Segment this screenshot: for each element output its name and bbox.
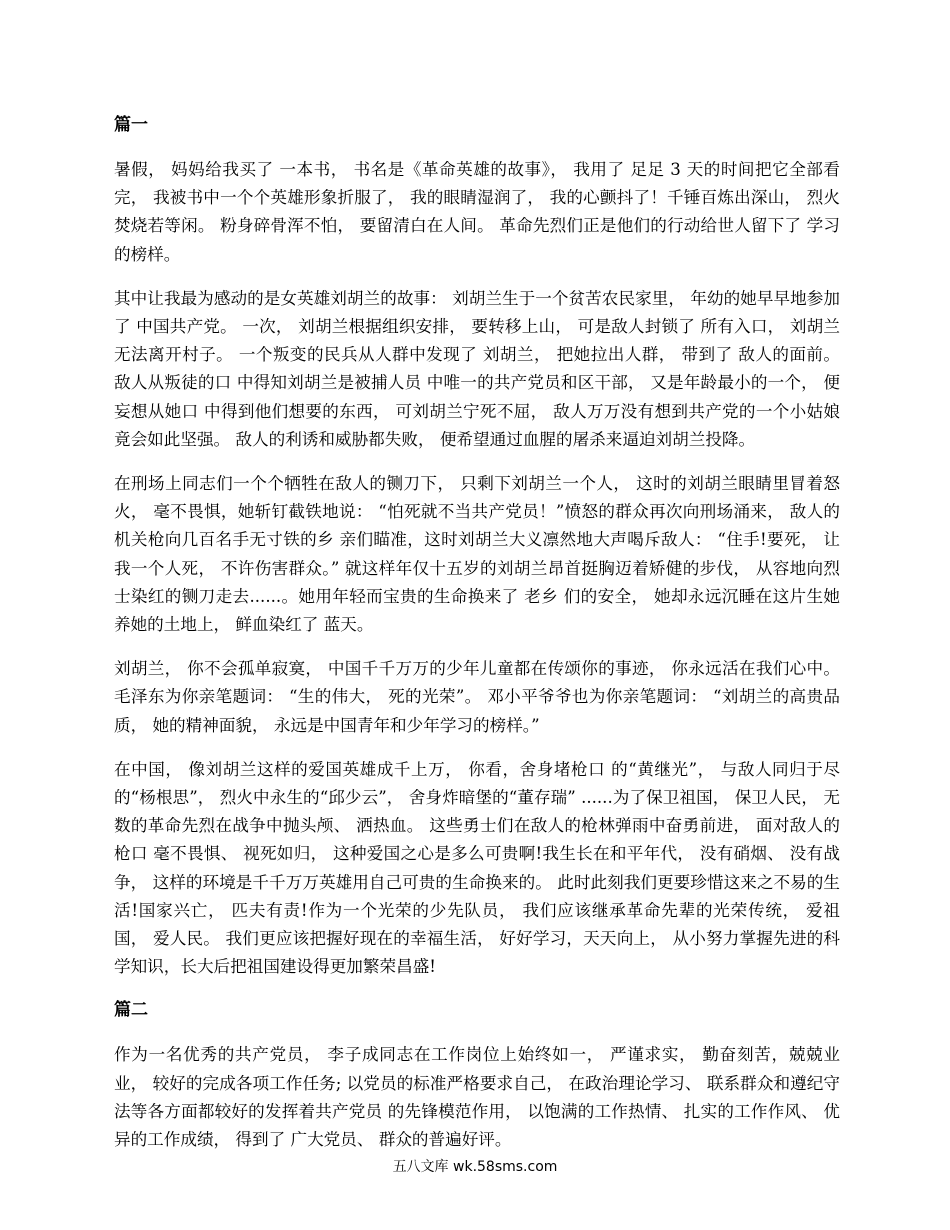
paragraph: 作为一名优秀的共产党员， 李子成同志在工作岗位上始终如一， 严谨求实， 勤奋刻苦，兢兢业业， 较好的完成各项工作任务; 以党员的标准严格要求自己， 在政治理论学习、 联系群众和遵纪守法等各方面都较好的发挥着共产党员 的先锋模范作用， 以饱满的工作热情、 扎实的工作作风、 优异的工作成绩， 得到了 广大党员、 群众的普遍好评。 xyxy=(114,1045,840,1150)
paragraph: 暑假， 妈妈给我买了 一本书， 书名是《革命英雄的故事》， 我用了 足足 3 天的时间把它全部看完， 我被书中一个个英雄形象折服了， 我的眼睛湿润了， 我的心颤抖了！千锤百炼出深山， 烈火焚烧若等闲。 粉身碎骨浑不怕， 要留清白在人间。 革命先烈们正是他们的行动给世人留下了 学习的榜样。 xyxy=(114,160,840,264)
section-heading: 篇一 xyxy=(114,115,148,135)
footer-watermark: 五八文库 wk.58sms.com xyxy=(392,1159,558,1175)
paragraph: 在中国， 像刘胡兰这样的爱国英雄成千上万， 你看，舍身堵枪口 的“黄继光”， 与敌人同归于尽的“杨根思”， 烈火中永生的“邱少云”， 舍身炸暗堡的“董存瑞” ......为了保卫祖国， 保卫人民， 无数的革命先烈在战争中抛头颅、 洒热血。 这些勇士们在敌人的枪林弹雨中奋勇前进， 面对敌人的枪口 毫不畏惧、 视死如归， 这种爱国之心是多么可贵啊!我生长在和平年代， 没有硝烟、 没有战争， 这样的环境是千千万万英雄用自己可贵的生命换来的。 此时此刻我们更要珍惜这来之不易的生活!国家兴亡， 匹夫有责!作为一个光荣的少先队员， 我们应该继承革命先辈的光荣传统， 爱祖国， 爱人民。 我们更应该把握好现在的幸福生活， 好好学习，天天向上， 从小努力掌握先进的科学知识，长大后把祖国建设得更加繁荣昌盛! xyxy=(114,759,840,977)
paragraph: 刘胡兰， 你不会孤单寂寞， 中国千千万万的少年儿童都在传颂你的事迹， 你永远活在我们心中。 毛泽东为你亲笔题词： “生的伟大， 死的光荣”。 邓小平爷爷也为你亲笔题词： “刘胡兰的高贵品质， 她的精神面貌， 永远是中国青年和少年学习的榜样。” xyxy=(114,659,840,735)
section-heading: 篇二 xyxy=(114,1000,148,1021)
document-body xyxy=(114,112,840,1170)
paragraph: 其中让我最为感动的是女英雄刘胡兰的故事： 刘胡兰生于一个贫苦农民家里， 年幼的她早早地参加了 中国共产党。 一次， 刘胡兰根据组织安排， 要转移上山， 可是敌人封锁了 所有入口， 刘胡兰无法离开村子。 一个叛变的民兵从人群中发现了 刘胡兰， 把她拉出人群， 带到了 敌人的面前。 敌人从叛徒的口 中得知刘胡兰是被捕人员 中唯一的共产党员和区干部， 又是年龄最小的一个， 便妄想从她口 中得到他们想要的东西， 可刘胡兰宁死不屈， 敌人万万没有想到共产党的一个小姑娘竟会如此坚强。 敌人的利诱和威胁都失败， 便希望通过血腥的屠杀来逼迫刘胡兰投降。 xyxy=(114,288,840,449)
paragraph: 在刑场上同志们一个个牺牲在敌人的铡刀下， 只剩下刘胡兰一个人， 这时的刘胡兰眼睛里冒着怒火， 毫不畏惧，她斩钉截铁地说： “怕死就不当共产党员！”愤怒的群众再次向刑场涌来， 敌人的机关枪向几百名手无寸铁的乡 亲们瞄准，这时刘胡兰大义凛然地大声喝斥敌人： “住手!要死， 让我一个人死， 不许伤害群众。” 就这样年仅十五岁的刘胡兰昂首挺胸迈着矫健的步伐， 从容地向烈士染红的铡刀走去......。她用年轻而宝贵的生命换来了 老乡 们的安全， 她却永远沉睡在这片生她养她的土地上， 鲜血染红了 蓝天。 xyxy=(114,474,840,635)
